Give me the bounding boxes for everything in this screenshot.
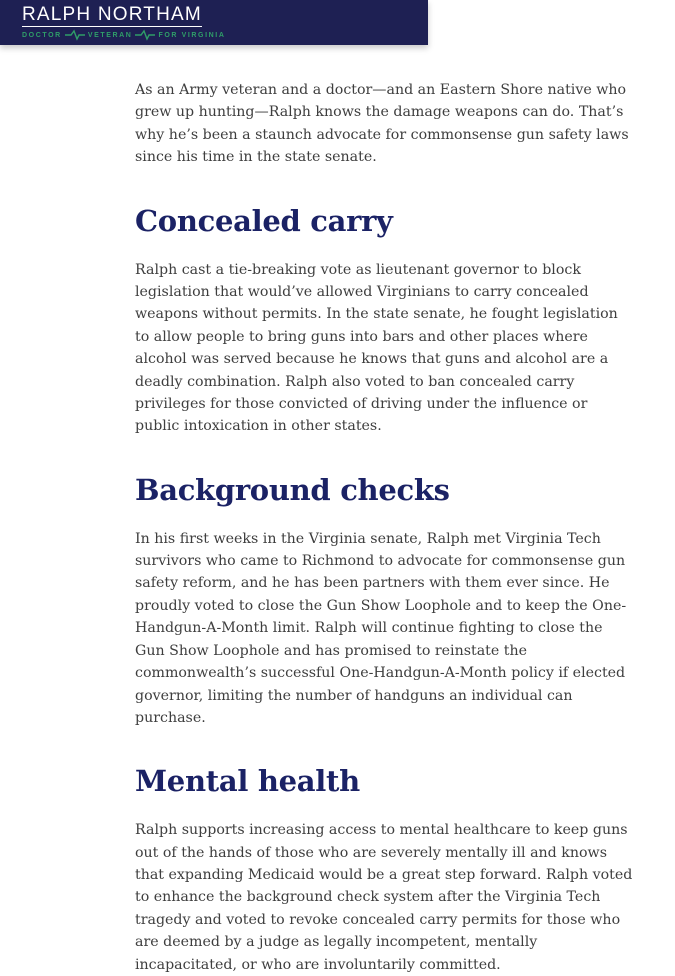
logo-link[interactable] — [22, 5, 226, 40]
site-header — [0, 0, 428, 45]
tagline-for-virginia: FOR VIRGINIA — [158, 31, 226, 39]
logo-tagline — [22, 30, 226, 40]
logo-title: RALPH NORTHAM — [22, 4, 202, 25]
main-content — [135, 45, 633, 976]
ekg-pulse-icon — [65, 30, 85, 40]
section-background-checks — [135, 472, 633, 730]
section-heading-background-checks: Background checks — [135, 472, 450, 507]
section-paragraph: In his first weeks in the Virginia senate, Ralph met Virginia Tech survivors who came to Richmond to advocate for commonsense gun safety reform, and he has been partners with them ever since. He proudly voted to close the Gun Show Loophole and to keep the One-Handgun-A-Month limit. Ralph will continue fighting to close the Gun Show Loophole and has promised to reinstate the commonwealth’s successful One-Handgun-A-Month policy if elected governor, limiting the number of handguns an individual can purchase. — [135, 530, 627, 726]
tagline-veteran: VETERAN — [87, 31, 133, 39]
section-mental-health — [135, 766, 633, 976]
section-paragraph: Ralph cast a tie-breaking vote as lieutenant governor to block legislation that would’ve allowed Virginians to carry concealed weapons without permits. In the state senate, he fought legislation to allow people to bring guns into bars and other places where alcohol was served because he knows that guns and alcohol are a deadly combination. Ralph also voted to ban concealed carry privileges for those convicted of driving under the influence or public intoxication in other states. — [135, 261, 618, 435]
intro-paragraph: As an Army veteran and a doctor—and an Eastern Shore native who grew up hunting—Ralph knows the damage weapons can do. That’s why he’s been a staunch advocate for commonsense gun safety laws since his time in the state senate. — [135, 82, 629, 166]
section-heading-concealed-carry: Concealed carry — [135, 203, 393, 238]
section-concealed-carry — [135, 203, 633, 438]
section-paragraph: Ralph supports increasing access to mental healthcare to keep guns out of the hands of those who are severely mentally ill and knows that expanding Medicaid would be a great step forward. Ralph voted to enhance the background check system after the Virginia Tech tragedy and voted to revoke concealed carry permits for those who are deemed by a judge as legally incompetent, mentally incapacitated, or who are involuntarily committed. — [135, 822, 633, 973]
tagline-doctor: DOCTOR — [22, 31, 62, 39]
section-heading-mental-health: Mental health — [135, 764, 360, 799]
ekg-pulse-icon — [135, 30, 155, 40]
